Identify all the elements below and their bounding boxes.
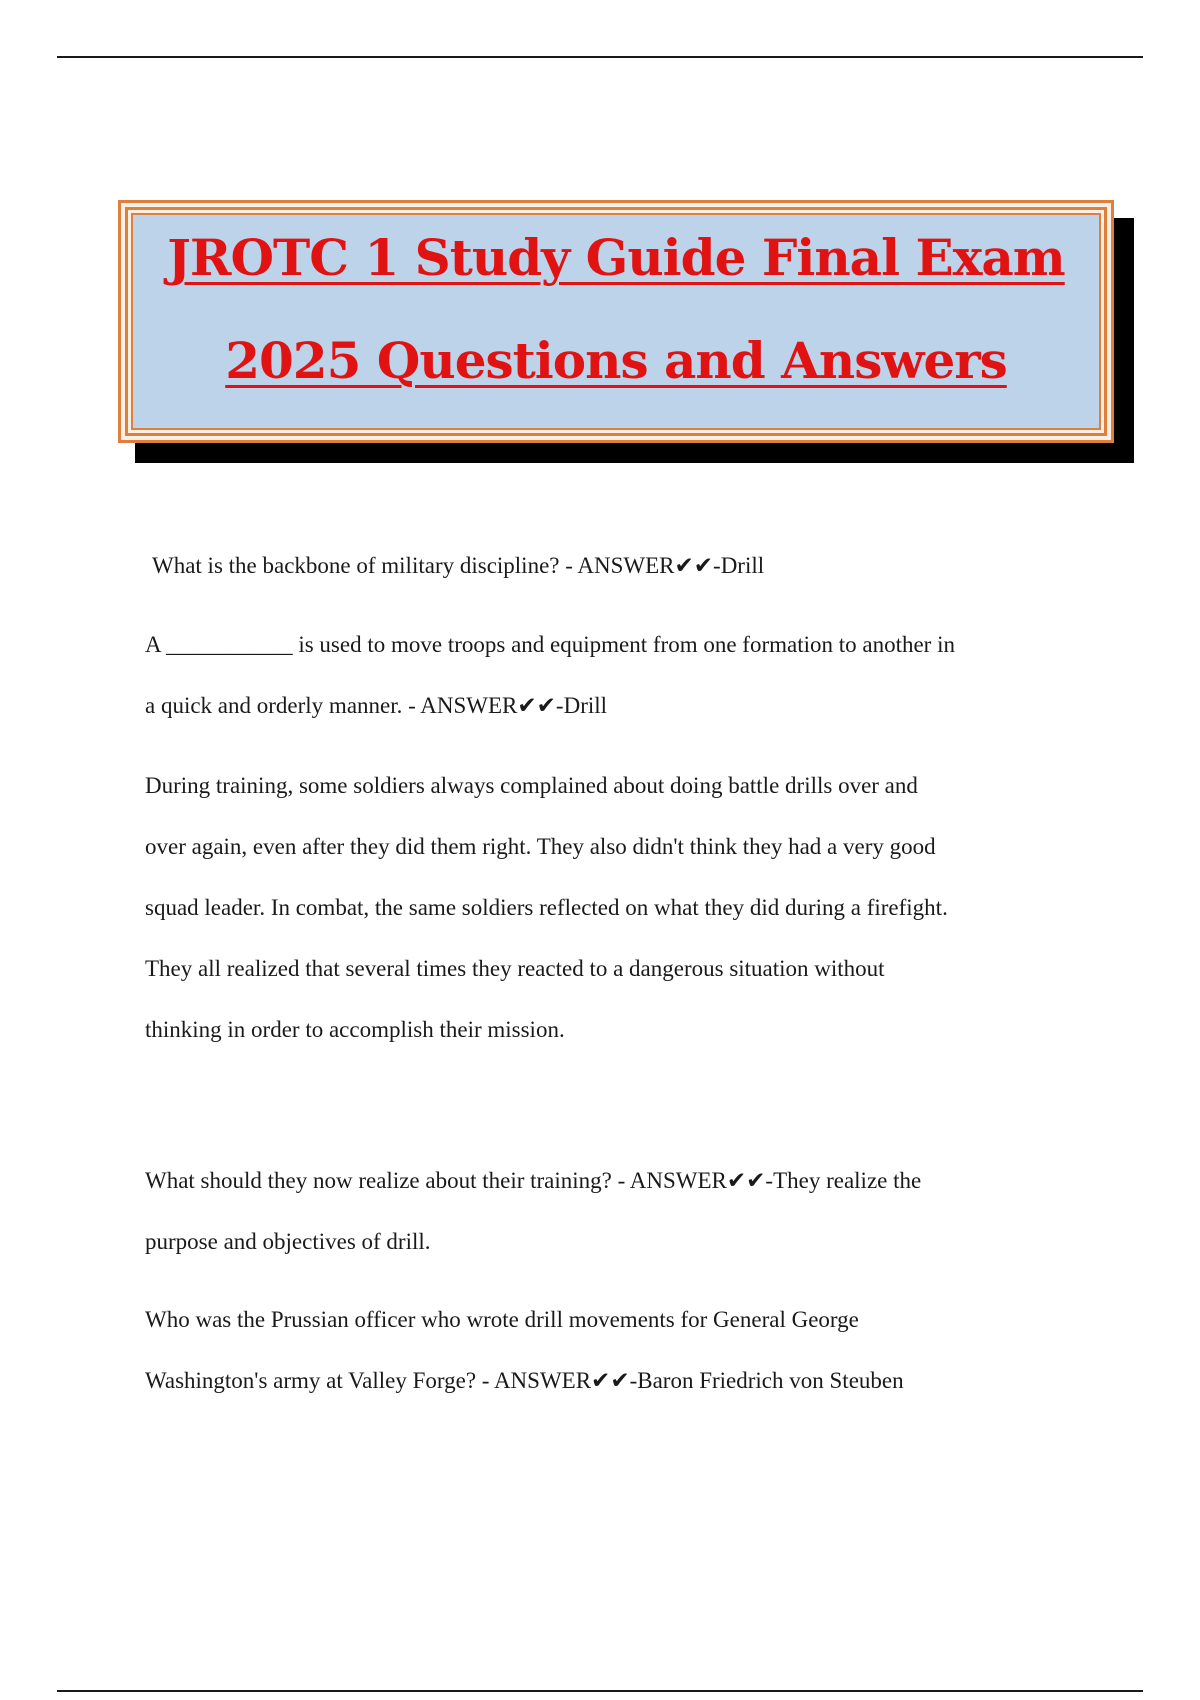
bottom-rule xyxy=(57,1690,1143,1692)
qa-line: purpose and objectives of drill. xyxy=(145,1229,431,1254)
qa-line: What should they now realize about their training? - ANSWER✔✔-They realize the xyxy=(145,1168,922,1193)
qa-line: During training, some soldiers always complained about doing battle drills over and xyxy=(145,773,918,798)
document-title-line-1: JROTC 1 Study Guide Final Exam xyxy=(167,228,1065,287)
qa-item-2 xyxy=(145,614,1105,736)
qa-line: Who was the Prussian officer who wrote drill movements for General George xyxy=(145,1307,859,1332)
top-rule xyxy=(57,56,1143,58)
title-banner xyxy=(118,200,1114,443)
qa-line: thinking in order to accomplish their mission. xyxy=(145,1017,565,1042)
qa-item-4 xyxy=(145,1150,1105,1272)
qa-line: What is the backbone of military discipline? - ANSWER✔✔-Drill xyxy=(152,553,765,578)
qa-item-5 xyxy=(145,1289,1105,1411)
qa-line: They all realized that several times they reacted to a dangerous situation without xyxy=(145,956,885,981)
qa-line: over again, even after they did them right. They also didn't think they had a very good xyxy=(145,834,936,859)
qa-line: Washington's army at Valley Forge? - ANSWER✔✔-Baron Friedrich von Steuben xyxy=(145,1368,904,1393)
document-title-line-2: 2025 Questions and Answers xyxy=(225,331,1007,390)
qa-item-3-scenario xyxy=(145,755,1105,1060)
qa-line: a quick and orderly manner. - ANSWER✔✔-Drill xyxy=(145,693,608,718)
qa-item-1 xyxy=(152,535,1112,596)
qa-line: A ___________ is used to move troops and equipment from one formation to another in xyxy=(145,632,955,657)
qa-line: squad leader. In combat, the same soldiers reflected on what they did during a firefight. xyxy=(145,895,948,920)
